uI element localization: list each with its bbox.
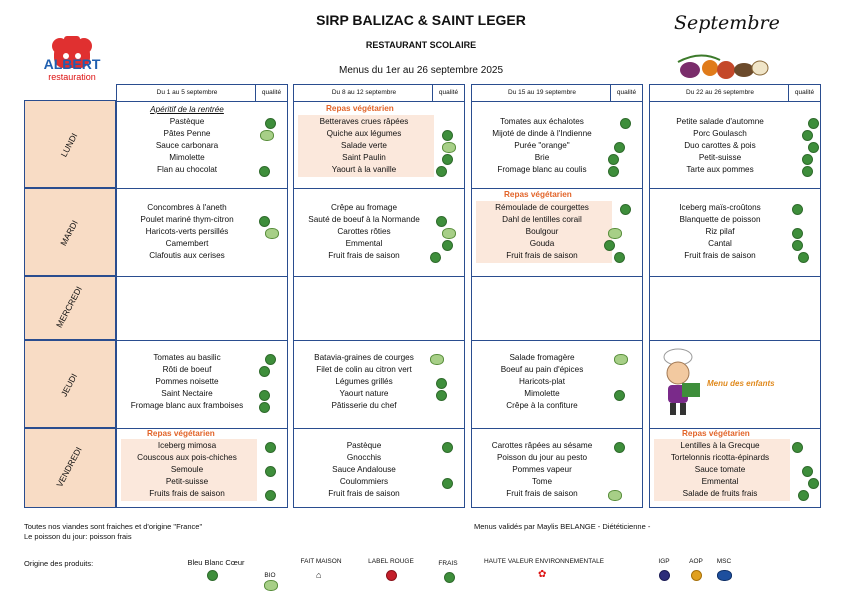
menu-item: Mimolette: [524, 389, 560, 398]
menu-enfants-label: Menu des enfants: [707, 379, 775, 388]
menu-item: Haricots-verts persillés: [145, 227, 229, 236]
legend-frais: FRAIS: [438, 560, 458, 567]
menu-item: Concombres à l'aneth: [147, 203, 227, 212]
menu-item: Batavia-graines de courges: [314, 353, 414, 362]
menu-item: Emmental: [701, 477, 739, 486]
frais-icon: [444, 572, 455, 583]
quality-header: qualité: [788, 85, 820, 101]
legend-bleu-blanc-coeur: Bleu Blanc Cœur: [187, 558, 245, 567]
label-icon: [808, 142, 819, 153]
menu-item: Lentilles à la Grecque: [680, 441, 760, 450]
menu-item: Boulgour: [525, 227, 559, 236]
page-subtitle: RESTAURANT SCOLAIRE: [365, 40, 477, 50]
label-icon: [442, 240, 453, 251]
week-column-1: [116, 84, 288, 508]
menu-item: Carottes rôties: [337, 227, 391, 236]
igp-icon: [659, 570, 670, 581]
label-icon: [442, 154, 453, 165]
menu-item: Dahl de lentilles corail: [502, 215, 582, 224]
bio-icon: [430, 354, 444, 365]
week-label: Du 15 au 19 septembre: [508, 89, 576, 96]
menu-item: Fruits frais de saison: [149, 489, 225, 498]
label-icon: [265, 490, 276, 501]
bio-icon: [264, 580, 278, 591]
menu-item: Gouda: [529, 239, 555, 248]
label-icon: [259, 216, 270, 227]
menu-item: Tomates aux échalotes: [500, 117, 584, 126]
label-icon: [802, 130, 813, 141]
menu-item: Yaourt nature: [339, 389, 389, 398]
week-label: Du 1 au 5 septembre: [156, 89, 218, 96]
menu-item: Filet de colin au citron vert: [316, 365, 412, 374]
menu-item: Sauce Andalouse: [332, 465, 396, 474]
menu-item: Petit-suisse: [165, 477, 209, 486]
footer-meat-origin: Toutes nos viandes sont fraiches et d'origine "France": [24, 522, 203, 531]
label-icon: [259, 166, 270, 177]
menu-item: Sauce tomate: [694, 465, 746, 474]
menu-item: Coulommiers: [339, 477, 389, 486]
bio-icon: [608, 228, 622, 239]
menu-item: Fruit frais de saison: [506, 489, 578, 498]
week-column-2: [293, 84, 465, 508]
veg-label: Repas végétarien: [682, 429, 750, 438]
quality-header: qualité: [255, 85, 287, 101]
menu-item: Couscous aux pois-chiches: [137, 453, 237, 462]
label-icon: [608, 154, 619, 165]
menu-item: Duo carottes & pois: [684, 141, 756, 150]
menu-item: Fruit frais de saison: [328, 251, 400, 260]
msc-icon: [717, 570, 732, 581]
logo-subtitle: restauration: [48, 72, 96, 82]
menu-item: Carottes râpées au sésame: [491, 441, 593, 450]
day-label-mardi: MARDI: [58, 218, 80, 248]
label-rouge-icon: [386, 570, 397, 581]
legend-msc: MSC: [716, 558, 732, 565]
legend-fait-maison: FAIT MAISON: [300, 558, 342, 565]
menu-tag: Apéritif de la rentrée: [150, 105, 224, 114]
label-icon: [808, 118, 819, 129]
day-label-jeudi: JEUDI: [58, 371, 80, 399]
label-icon: [436, 378, 447, 389]
footer-origin-label: Origine des produits:: [24, 559, 94, 568]
menu-item: Tomates au basilic: [153, 353, 221, 362]
day-label-vendredi: VENDREDI: [54, 445, 84, 489]
menu-item: Gnocchis: [346, 453, 382, 462]
menu-item: Tome: [531, 477, 553, 486]
label-icon: [792, 240, 803, 251]
label-icon: [614, 142, 625, 153]
menu-item: Pommes vapeur: [512, 465, 572, 474]
menu-item: Flan au chocolat: [156, 165, 218, 174]
menu-item: Crêpe au fromage: [331, 203, 397, 212]
label-icon: [614, 442, 625, 453]
week-label: Du 22 au 26 septembre: [686, 89, 754, 96]
label-icon: [620, 118, 631, 129]
label-icon: [614, 252, 625, 263]
menu-item: Légumes grillés: [335, 377, 393, 386]
label-icon: [614, 390, 625, 401]
menu-item: Petit-suisse: [698, 153, 742, 162]
legend-igp: IGP: [658, 558, 670, 565]
chef-illustration: [654, 347, 708, 417]
house-icon: ⌂: [316, 570, 322, 580]
menu-item: Fromage blanc au coulis: [497, 165, 587, 174]
bio-icon: [608, 490, 622, 501]
menu-item: Mijoté de dinde à l'Indienne: [492, 129, 592, 138]
label-icon: [802, 154, 813, 165]
menu-dates: Menus du 1er au 26 septembre 2025: [339, 65, 503, 76]
menu-item: Saint Paulin: [342, 153, 386, 162]
label-icon: [802, 166, 813, 177]
week-header: [117, 85, 287, 102]
menu-item: Poulet mariné thym-citron: [140, 215, 234, 224]
menu-item: Sauce carbonara: [155, 141, 219, 150]
menu-item: Poisson du jour au pesto: [496, 453, 588, 462]
menu-item: Pâtisserie du chef: [331, 401, 397, 410]
menu-item: Rôti de boeuf: [162, 365, 212, 374]
bleu-blanc-coeur-icon: [207, 570, 218, 581]
week-header: [472, 85, 642, 102]
label-icon: [798, 490, 809, 501]
menu-item: Quiche aux légumes: [326, 129, 402, 138]
label-icon: [442, 478, 453, 489]
week-header: [294, 85, 464, 102]
menu-item: Salade de fruits frais: [682, 489, 758, 498]
menu-item: Sauté de boeuf à la Normande: [308, 215, 420, 224]
menu-item: Iceberg maïs-croûtons: [679, 203, 761, 212]
menu-item: Haricots-plat: [519, 377, 565, 386]
label-icon: [792, 204, 803, 215]
menu-item: Saint Nectaire: [161, 389, 213, 398]
legend-aop: AOP: [689, 558, 703, 565]
label-icon: [798, 252, 809, 263]
label-icon: [259, 402, 270, 413]
menu-item: Fromage blanc aux framboises: [130, 401, 244, 410]
label-icon: [792, 228, 803, 239]
menu-item: Betteraves crues râpées: [319, 117, 409, 126]
label-icon: [620, 204, 631, 215]
quality-header: qualité: [610, 85, 642, 101]
label-icon: [436, 390, 447, 401]
label-icon: [265, 118, 276, 129]
menu-item: Riz pilaf: [705, 227, 735, 236]
menu-item: Semoule: [170, 465, 204, 474]
label-icon: [436, 216, 447, 227]
veg-label: Repas végétarien: [147, 429, 215, 438]
label-icon: [436, 166, 447, 177]
day-label-lundi: LUNDI: [58, 131, 80, 159]
label-icon: [259, 366, 270, 377]
quality-header: qualité: [432, 85, 464, 101]
veg-label: Repas végétarien: [504, 190, 572, 199]
menu-item: Purée "orange": [514, 141, 570, 150]
label-icon: [792, 442, 803, 453]
veg-label: Repas végétarien: [326, 104, 394, 113]
menu-item: Salade verte: [341, 141, 387, 150]
label-icon: [802, 466, 813, 477]
legend-hve: HAUTE VALEUR ENVIRONNEMENTALE: [483, 558, 605, 565]
menu-item: Boeuf au pain d'épices: [500, 365, 584, 374]
menu-item: Salade fromagère: [509, 353, 575, 362]
label-icon: [265, 466, 276, 477]
footer-fish: Le poisson du jour: poisson frais: [24, 532, 132, 541]
menu-item: Camembert: [165, 239, 209, 248]
menu-item: Pâtes Penne: [163, 129, 211, 138]
menu-item: Cantal: [708, 239, 732, 248]
label-icon: [265, 354, 276, 365]
menu-item: Tortelonnis ricotta-épinards: [670, 453, 770, 462]
menu-item: Tarte aux pommes: [686, 165, 754, 174]
week-label: Du 8 au 12 septembre: [331, 89, 397, 96]
bio-icon: [265, 228, 279, 239]
page-title: SIRP BALIZAC & SAINT LEGER: [316, 12, 526, 28]
menu-item: Yaourt à la vanille: [331, 165, 397, 174]
menu-item: Mimolette: [169, 153, 205, 162]
hve-icon: ✿: [538, 569, 547, 580]
bio-icon: [442, 228, 456, 239]
label-icon: [604, 240, 615, 251]
label-icon: [442, 442, 453, 453]
legend-bio: BIO: [264, 572, 276, 579]
menu-item: Blanquette de poisson: [679, 215, 761, 224]
day-label-mercredi: MERCREDI: [53, 284, 85, 330]
menu-item: Iceberg mimosa: [157, 441, 217, 450]
menu-item: Crêpe à la confiture: [506, 401, 578, 410]
label-icon: [265, 442, 276, 453]
bio-icon: [442, 142, 456, 153]
week-column-3: [471, 84, 643, 508]
menu-item: Brie: [534, 153, 550, 162]
logo-name: ALBERT: [43, 56, 101, 72]
label-icon: [259, 390, 270, 401]
menu-item: Pommes noisette: [155, 377, 219, 386]
menu-item: Fruit frais de saison: [684, 251, 756, 260]
label-icon: [430, 252, 441, 263]
month-title: Septembre: [674, 12, 780, 34]
footer-validated: Menus validés par Maylis BELANGE - Diététicienne -: [474, 522, 651, 531]
week-column-4: [649, 84, 821, 508]
week-header: [650, 85, 820, 102]
label-icon: [808, 478, 819, 489]
menu-item: Pastèque: [169, 117, 205, 126]
label-icon: [608, 166, 619, 177]
bio-icon: [260, 130, 274, 141]
aop-icon: [691, 570, 702, 581]
menu-item: Porc Goulasch: [693, 129, 747, 138]
label-icon: [442, 130, 453, 141]
menu-item: Clafoutis aux cerises: [149, 251, 225, 260]
menu-item: Pastèque: [346, 441, 382, 450]
menu-item: Fruit frais de saison: [506, 251, 578, 260]
menu-item: Emmental: [345, 239, 383, 248]
legend-label-rouge: LABEL ROUGE: [368, 558, 414, 565]
menu-item: Fruit frais de saison: [328, 489, 400, 498]
menu-item: Petite salade d'automne: [676, 117, 764, 126]
bio-icon: [614, 354, 628, 365]
menu-item: Rémoulade de courgettes: [495, 203, 589, 212]
